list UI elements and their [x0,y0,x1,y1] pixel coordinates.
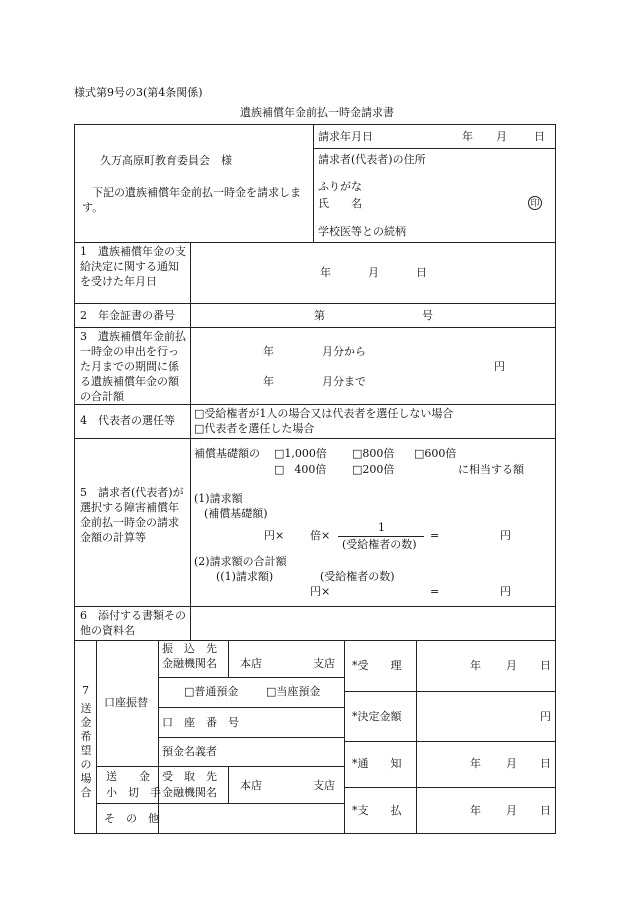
request-statement: 下記の遺族補償年金前払一時金を請求します。 [82,186,301,214]
row6-label: 6 添付する書類その他の資料名 [80,609,186,637]
uketori-label-1: 受 取 先 [162,770,217,783]
row3-label: 3 遺族補償年金前払一時金の申出を行った月までの期間に係る遺族補償年金の額の合計額 [80,330,186,403]
checkbox-icon[interactable] [352,463,362,476]
row5-option-600[interactable] [414,447,456,461]
toza-yokin-label: 当座預金 [276,685,321,698]
furigana-label: ふりがな [318,180,362,193]
row5-calc2-sub2: (受給権者の数) [320,570,395,583]
office-tsuchi: *通 知 [352,757,402,770]
row5-option-800[interactable] [352,447,394,461]
request-date-year: 年 [462,130,473,143]
sokin-label-1: 送 金 [106,770,150,783]
office-juri-month: 月 [506,659,517,672]
row5-option-800-label: 800倍 [362,447,395,460]
row5-option-600-label: 600倍 [424,447,457,460]
row3-year-to: 年 [263,375,274,388]
office-tsuchi-day: 日 [540,757,551,770]
checkbox-icon[interactable] [274,463,284,476]
address-label: 請求者(代表者)の住所 [318,153,426,166]
row5-equivalent: に相当する額 [458,463,524,476]
addressee: 久万高原町教育委員会 様 [100,154,232,167]
sokin-label-2: 小 切 手 [106,786,161,799]
relationship-label: 学校医等との続柄 [318,225,406,238]
row7-vertical-label: 送金希望の場合 [80,702,92,799]
row4-label: 4 代表者の選任等 [80,414,175,427]
checkbox-icon[interactable] [194,407,204,420]
honten-label-2: 本店 [240,779,262,792]
row2-go: 号 [422,309,433,322]
row5-label: 5 請求者(代表者)が選択する障害補償年金前払一時金の請求金額の計算等 [80,486,184,544]
row5-calc1-label: (1)請求額 [194,492,243,505]
row5-calc2-yen: 円 [500,585,511,598]
office-kettei: *決定金額 [352,710,402,723]
row5-calc2-label: (2)請求額の合計額 [194,555,287,568]
row2-dai: 第 [314,309,325,322]
checkbox-icon[interactable] [184,685,194,698]
office-juri-day: 日 [540,659,551,672]
request-date-day: 日 [534,130,545,143]
row1-label: 1 遺族補償年金の支給決定に関する通知を受けた年月日 [80,245,186,288]
row5-option-1000[interactable] [274,447,327,461]
koza-furikae-label: 口座振替 [104,696,148,709]
row4-option-single[interactable] [194,407,453,421]
row5-calc1-sub: (補償基礎額) [204,507,268,520]
office-shiharai-year: 年 [470,804,481,817]
office-shiharai-month: 月 [506,804,517,817]
row4-option-representative-label: 代表者を選任した場合 [204,422,315,435]
row3-year-from: 年 [263,345,274,358]
furikomi-label-2: 金融機関名 [162,657,217,670]
row1-month: 月 [368,266,379,279]
request-date-month: 月 [496,130,507,143]
office-shiharai-day: 日 [540,804,551,817]
row2-label: 2 年金証書の番号 [80,309,175,322]
shiten-label: 支店 [313,657,335,670]
row1-day: 日 [416,266,427,279]
futsu-yokin-option[interactable] [184,685,238,699]
row3-yen: 円 [494,360,505,373]
row5-fraction-numerator: 1 [378,521,385,534]
row5-base-label: 補償基礎額の [194,447,260,460]
checkbox-icon[interactable] [352,447,362,460]
row5-fraction-denominator: (受給権者の数) [342,538,417,551]
office-kettei-yen: 円 [540,710,551,723]
furikomi-label-1: 振 込 先 [162,642,217,655]
office-shiharai: *支 払 [352,804,402,817]
row5-calc2-yen-times: 円× [310,585,331,598]
row5-calc1-yen-times: 円× [264,529,285,542]
uketori-label-2: 金融機関名 [162,786,217,799]
row5-option-200[interactable] [352,463,394,477]
form-number: 様式第9号の3(第4条関係) [74,86,203,99]
form-table [74,124,556,834]
name-label: 氏 名 [318,197,362,210]
row5-option-400-label: 400倍 [294,463,327,476]
row5-calc2-sub1: ((1)請求額) [216,570,274,583]
request-date-label: 請求年月日 [318,130,373,143]
koza-number-label: 口 座 番 号 [162,716,239,729]
row1-year: 年 [320,266,331,279]
meigi-label: 預金名義者 [162,745,217,758]
toza-yokin-option[interactable] [266,685,320,699]
row7-number: 7 [82,684,89,697]
office-tsuchi-year: 年 [470,757,481,770]
row3-month-to: 月分まで [322,375,366,388]
checkbox-icon[interactable] [266,685,276,698]
checkbox-icon[interactable] [274,447,284,460]
row5-option-200-label: 200倍 [362,463,395,476]
row3-month-from: 月分から [322,345,366,358]
row4-option-representative[interactable] [194,422,314,436]
office-tsuchi-month: 月 [506,757,517,770]
row5-calc2-equals: = [430,585,440,598]
row5-option-1000-label: 1,000倍 [284,447,327,460]
row5-calc1-times: 倍× [310,529,331,542]
row5-calc1-equals: = [430,529,440,542]
office-juri: *受 理 [352,659,402,672]
futsu-yokin-label: 普通預金 [194,685,239,698]
checkbox-icon[interactable] [414,447,424,460]
office-juri-year: 年 [470,659,481,672]
row5-calc1-yen: 円 [500,529,511,542]
shiten-label-2: 支店 [313,779,335,792]
fraction-bar [338,536,424,537]
row5-option-400[interactable] [274,463,326,477]
seal-mark: 印 [528,196,542,210]
checkbox-icon[interactable] [194,422,204,435]
sonota-label: そ の 他 [104,812,159,825]
row4-option-single-label: 受給権者が1人の場合又は代表者を選任しない場合 [204,407,454,420]
form-title: 遺族補償年金前払一時金請求書 [240,106,394,119]
honten-label: 本店 [240,657,262,670]
